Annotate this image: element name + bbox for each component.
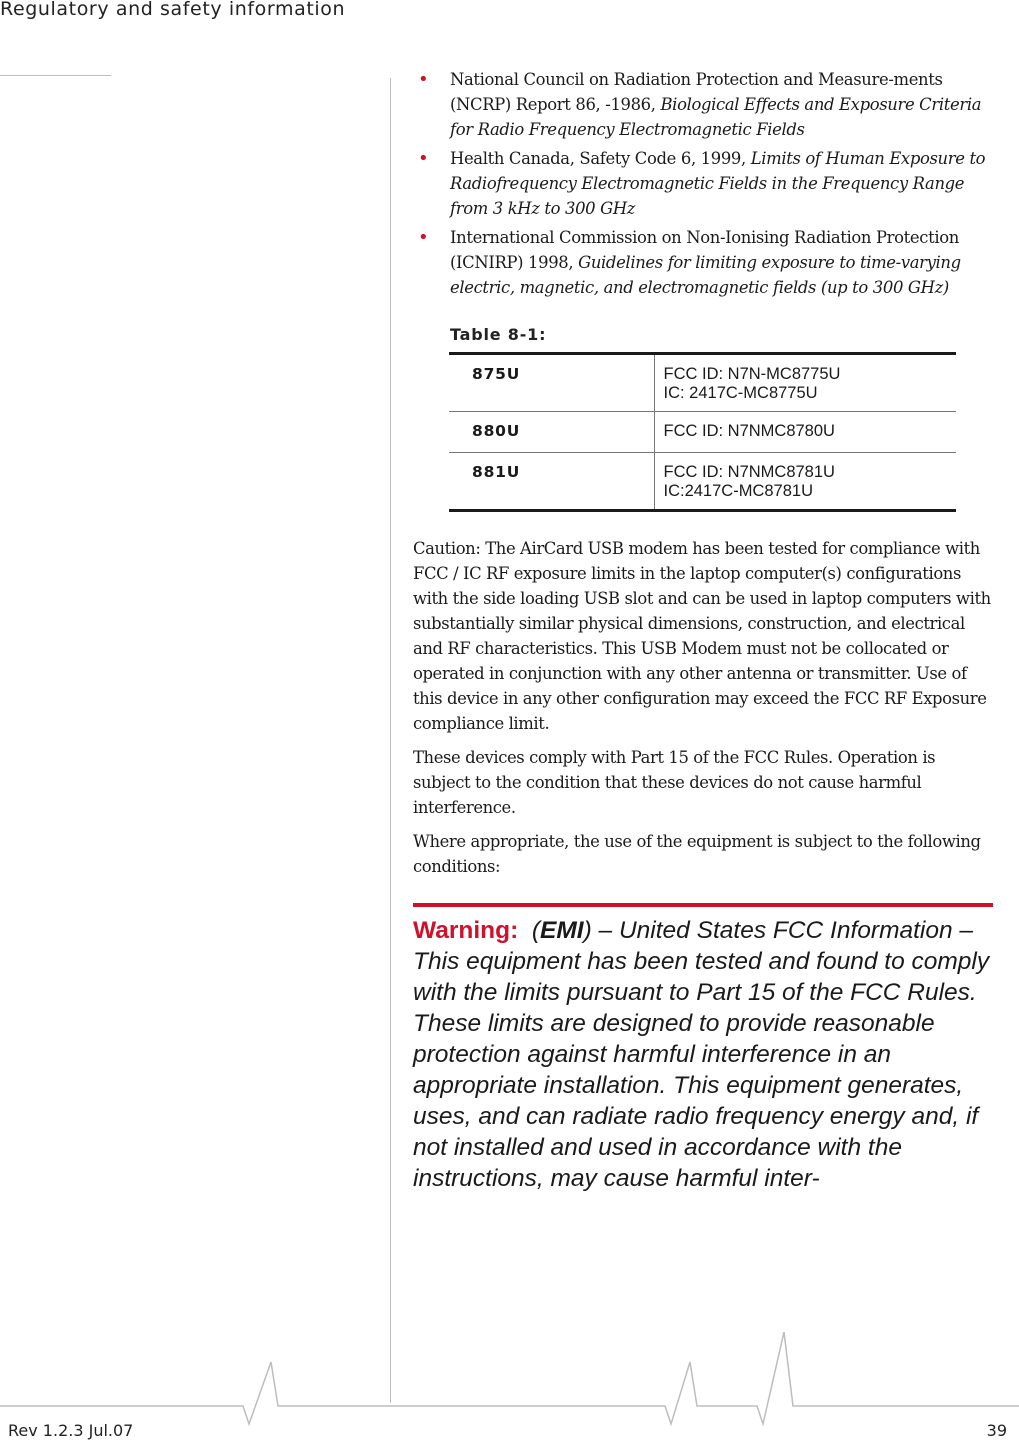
warning-emi: EMI [540, 917, 584, 944]
model-cell: 881U [449, 453, 654, 511]
reference-text: National Council on Radiation Protection and Measure-ments (NCRP) Report 86, -1986, [450, 70, 943, 114]
model-cell: 880U [449, 412, 654, 453]
table-row [449, 412, 956, 453]
fcc-id-table [449, 352, 956, 512]
bullet-icon: • [418, 148, 429, 169]
fcc-id: FCC ID: N7NMC8781U [663, 463, 835, 481]
reference-title: Guidelines for limiting exposure to time-varying electric, magnetic, and electromagnetic fields (up to 300 GHz) [450, 253, 961, 297]
table-row [449, 453, 956, 511]
reference-text: Health Canada, Safety Code 6, 1999, [450, 149, 751, 168]
reference-list [413, 67, 993, 300]
bullet-icon: • [418, 69, 429, 90]
warning-block: Warning: (EMI) – United States FCC Information – This equipment has been tested and found to comply with the limits pursuant to Part 15 of the FCC Rules. These limits are designed to provide reasonable protection against harmful interference in an appropriate installation. This equipment generates, uses, and can radiate radio frequency energy and, if not installed and used in accordance with the instructions, may cause harmful inter- [413, 917, 990, 1192]
warning-rule [413, 903, 993, 907]
column-divider [390, 78, 391, 1403]
id-cell [654, 412, 956, 453]
warning-label: Warning: [413, 917, 519, 944]
bullet-icon: • [418, 227, 429, 248]
fcc-id: FCC ID: N7NMC8780U [663, 422, 835, 440]
revision-label: Rev 1.2.3 Jul.07 [8, 1421, 134, 1440]
running-header: Regulatory and safety information [0, 0, 346, 20]
warning-text: ) – United States FCC Information – This equipment has been tested and found to comply with the limits pursuant to Part 15 of the FCC Rules. These limits are designed to provide reasonable protection against harmful interference in an appropriate installation. This equipment generates, uses, and can radiate radio frequency energy and, if not installed and used in accordance with the instructions, may cause harmful inter- [413, 917, 990, 1192]
model-cell: 875U [449, 354, 654, 412]
reference-title: Limits of Human Exposure to Radiofrequency Electromagnetic Fields in the Frequency Range from 3 kHz to 300 GHz [450, 149, 986, 218]
header-rule [0, 75, 111, 76]
ic-id: IC: 2417C-MC8775U [663, 384, 818, 402]
id-cell [654, 354, 956, 412]
footer-waveform [0, 1320, 1019, 1430]
list-item [413, 146, 993, 221]
id-cell [654, 453, 956, 511]
table-caption: Table 8-1: [450, 325, 547, 344]
list-item [413, 67, 993, 142]
caution-paragraph: Caution: The AirCard USB modem has been tested for compliance with FCC / IC RF exposure limits in the laptop computer(s) configurations with the side loading USB slot and can be used in laptop computers with substantially similar physical dimensions, construction, and electrical and RF characteristics. This USB Modem must not be collocated or operated in conjunction with any other antenna or transmitter. Use of this device in any other configuration may exceed the FCC RF Exposure compliance limit. [413, 539, 991, 733]
conditions-paragraph: Where appropriate, the use of the equipment is subject to the following conditions: [413, 832, 981, 876]
page-number: 39 [986, 1421, 1007, 1440]
reference-title: Biological Effects and Exposure Criteria for Radio Frequency Electromagnetic Fields [450, 95, 982, 139]
fcc-id: FCC ID: N7N-MC8775U [663, 365, 841, 383]
main-content [413, 67, 993, 1194]
ic-id: IC:2417C-MC8781U [663, 482, 813, 500]
part15-paragraph: These devices comply with Part 15 of the FCC Rules. Operation is subject to the condition that these devices do not cause harmful interference. [413, 748, 936, 817]
list-item [413, 225, 993, 300]
reference-text: International Commission on Non-Ionising Radiation Protection (ICNIRP) 1998, [450, 228, 959, 272]
table-row [449, 354, 956, 412]
